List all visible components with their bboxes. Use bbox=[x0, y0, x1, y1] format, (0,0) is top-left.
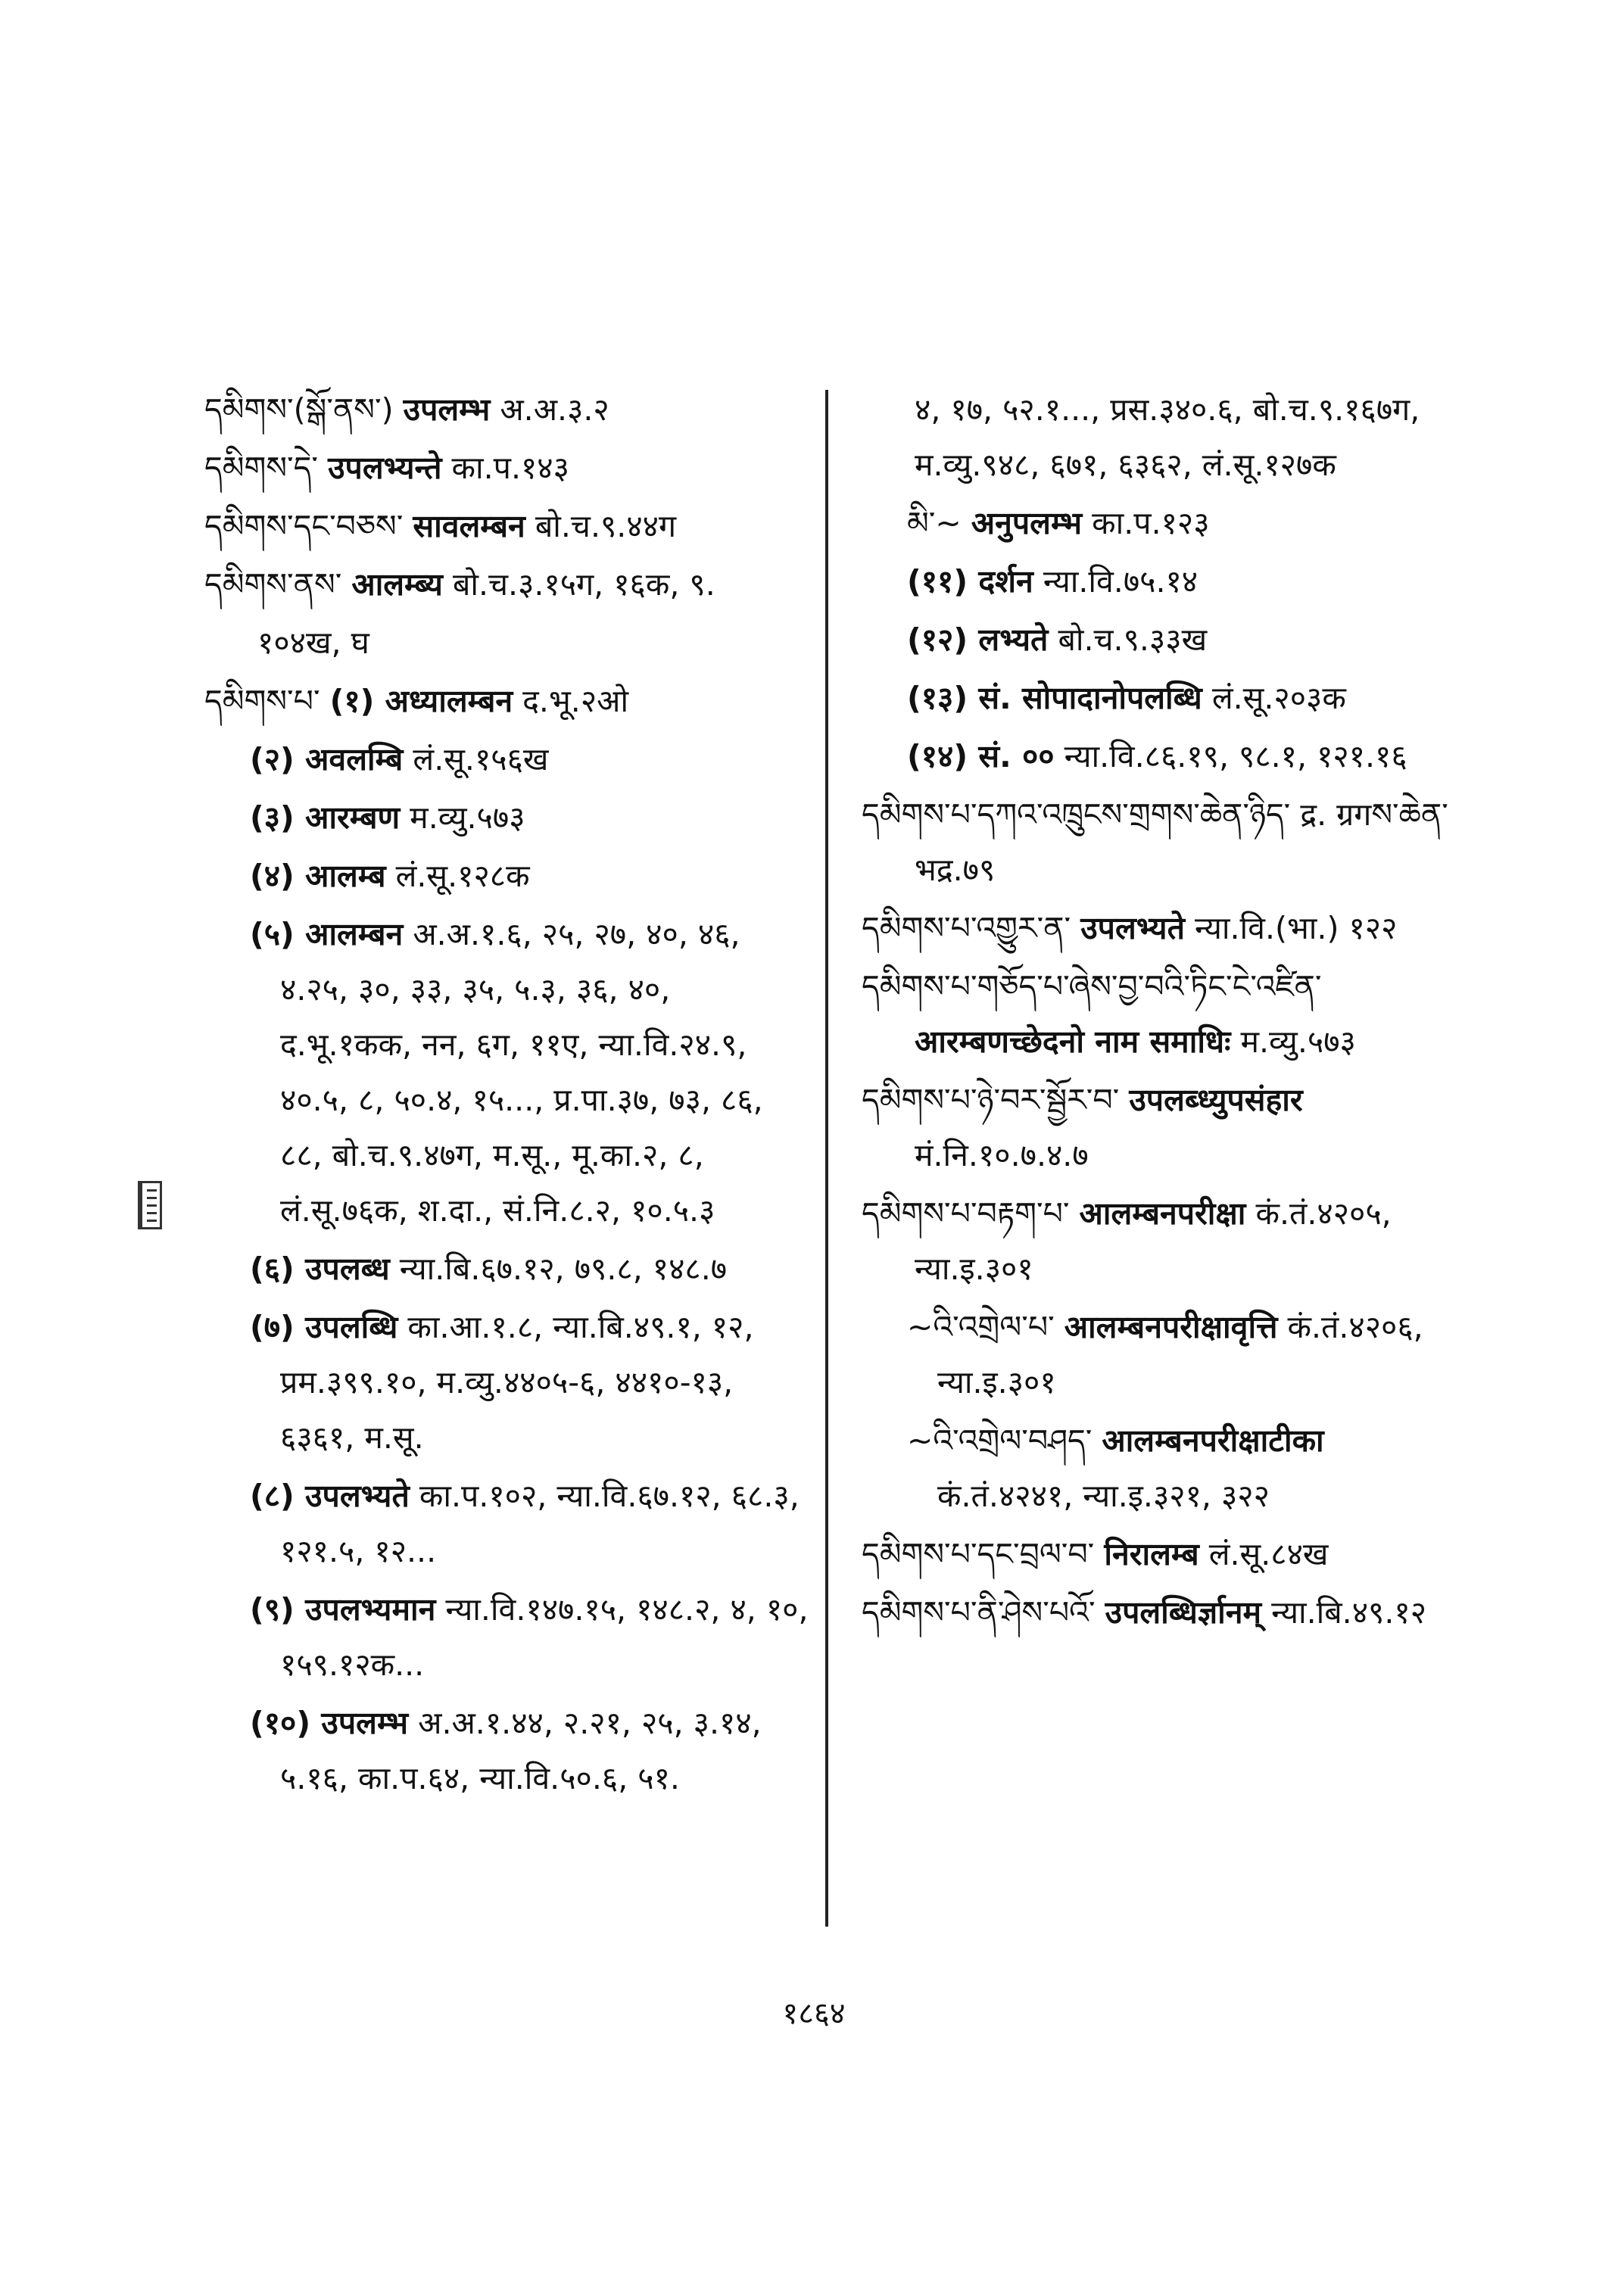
entry bbox=[862, 959, 1467, 1070]
reference: न्या.वि.७५.१४ bbox=[1043, 563, 1199, 600]
tibetan-headword: དམིགས་དེ་ bbox=[204, 450, 319, 486]
reference: म.व्यु.५७३ bbox=[410, 799, 525, 836]
entry bbox=[204, 732, 810, 787]
reference: कं.तं.४२०६, न्या.इ.३०१ bbox=[937, 1309, 1423, 1400]
reference: अ.अ.१.६, २५, २७, ४०, ४६, ४.२५, ३०, ३३, ३५, ५.३, ३६, ४०, द.भू.१कक, नन, ६ग, ११ए, न्या.वि.२४.९, ४०.५, ८, ५०.४, १५..., प्र.पा.३७, ७३, ८६, ८८, बो.च.९.४७ग, म.सू., मू.का.२, ८, लं.सू.७६क, श.दा., सं.नि.८.२, १०.५.३ bbox=[280, 916, 763, 1229]
tibetan-headword: ~འི་འགྲེལ་པ་ bbox=[907, 1309, 1055, 1345]
sanskrit-equivalent: (४) आलम्ब bbox=[250, 858, 386, 894]
reference: लं.सू.८४ख bbox=[1208, 1536, 1329, 1572]
tibetan-headword: དམིགས་ནས་ bbox=[204, 566, 342, 603]
reference: बो.च.९.३३ख bbox=[1058, 622, 1208, 658]
reference: न्या.वि.८६.१९, ९८.१, १२१.१६ bbox=[1064, 738, 1407, 774]
column-divider bbox=[825, 390, 828, 1927]
sanskrit-equivalent: (९) उपलभ्यमान bbox=[250, 1591, 436, 1628]
sanskrit-equivalent: उपलभ्यते bbox=[1080, 910, 1185, 946]
tibetan-headword: དམིགས་པ་ bbox=[204, 683, 320, 719]
reference: का.प.१२३ bbox=[1092, 505, 1210, 541]
entry bbox=[204, 557, 810, 612]
reference: बो.च.३.१५ग, १६क, ९. bbox=[452, 566, 715, 603]
entry bbox=[862, 1300, 1467, 1410]
sanskrit-equivalent: (११) दर्शन bbox=[907, 563, 1033, 600]
entry bbox=[862, 1413, 1467, 1524]
tibetan-headword: ~འི་འགྲེལ་བཤད་ bbox=[907, 1422, 1093, 1459]
reference: मं.नि.१०.७.४.७ bbox=[915, 1137, 1089, 1173]
entry bbox=[204, 790, 810, 846]
sanskrit-equivalent: निरालम्ब bbox=[1104, 1536, 1199, 1572]
tibetan-headword: དམིགས་པ་འགྱུར་ན་ bbox=[862, 910, 1071, 946]
sanskrit-equivalent: सावलम्बन bbox=[413, 508, 525, 544]
sanskrit-equivalent: उपलब्ध्युपसंहार bbox=[1129, 1082, 1303, 1118]
sanskrit-equivalent: आलम्बनपरीक्षा bbox=[1079, 1195, 1246, 1232]
reference: द्र. ग्रगས་ཆེན་ भद्र.७९ bbox=[915, 796, 1448, 888]
entry bbox=[862, 382, 1467, 493]
entry bbox=[204, 499, 810, 554]
reference: न्या.बि.४९.१२ bbox=[1271, 1594, 1427, 1631]
reference: बो.च.९.४४ग bbox=[535, 508, 677, 544]
right-column bbox=[862, 382, 1467, 1643]
reference: ४, १७, ५२.१..., प्रस.३४०.६, बो.च.९.१६७ग, म.व्यु.९४८, ६७१, ६३६२, लं.सू.१२७क bbox=[915, 391, 1420, 483]
reference: कं.तं.४२४१, न्या.इ.३२१, ३२२ bbox=[937, 1478, 1270, 1514]
reference: कं.तं.४२०५, न्या.इ.३०१ bbox=[915, 1195, 1392, 1287]
reference: न्या.बि.६७.१२, ७९.८, १४८.७ bbox=[399, 1251, 728, 1287]
left-column bbox=[204, 382, 810, 1809]
entry bbox=[862, 496, 1467, 551]
entry bbox=[204, 382, 810, 438]
sanskrit-equivalent: (२) अवलम्बि bbox=[250, 741, 404, 777]
tibetan-headword: དམིགས་པ་དང་བྲལ་བ་ bbox=[862, 1536, 1095, 1572]
entry bbox=[862, 1073, 1467, 1183]
entry bbox=[204, 441, 810, 496]
sanskrit-equivalent: (५) आलम्बन bbox=[250, 916, 404, 952]
reference: अ.अ.३.२ bbox=[500, 391, 609, 428]
sanskrit-equivalent: आलम्बनपरीक्षावृत्ति bbox=[1064, 1309, 1278, 1345]
reference: लं.सू.२०३क bbox=[1211, 680, 1346, 716]
sanskrit-equivalent: (१०) उपलम्भ bbox=[250, 1705, 409, 1741]
tibetan-headword: དམིགས་པ་གཅོད་པ་ཞེས་བྱ་བའི་ཏིང་ངེ་འཛིན་ bbox=[862, 968, 1322, 1005]
reference: लं.सू.१२८क bbox=[395, 858, 530, 894]
sanskrit-equivalent: (१३) सं. सोपादानोपलब्धि bbox=[907, 680, 1202, 716]
entry bbox=[204, 907, 810, 1238]
tibetan-headword: དམིགས་པ་དཀའ་འཁྲུངས་གྲགས་ཆེན་ཉིད་ bbox=[862, 796, 1291, 833]
entry bbox=[862, 1186, 1467, 1297]
entry bbox=[862, 901, 1467, 956]
entry bbox=[862, 729, 1467, 784]
sanskrit-equivalent: (३) आरम्बण bbox=[250, 799, 401, 836]
entry bbox=[204, 1582, 810, 1693]
entry bbox=[204, 1469, 810, 1579]
reference: म.व्यु.५७३ bbox=[1240, 1023, 1356, 1060]
entry bbox=[204, 1696, 810, 1806]
entry bbox=[862, 1585, 1467, 1640]
sanskrit-equivalent: अनुपलम्भ bbox=[971, 505, 1083, 541]
sanskrit-equivalent: (८) उपलभ्यते bbox=[250, 1478, 410, 1514]
entry bbox=[204, 849, 810, 904]
entry bbox=[204, 1242, 810, 1297]
tibetan-headword: དམིགས་པ་ནི་ཤེས་པའོ་ bbox=[862, 1594, 1096, 1631]
reference: १०४ख, घ bbox=[257, 625, 369, 661]
reference: का.आ.१.८, न्या.बि.४९.१, १२, प्रम.३९९.१०, म.व्यु.४४०५-६, ४४१०-१३, ६३६१, म.सू. bbox=[280, 1309, 754, 1456]
tibetan-headword: དམིགས་(སྒོ་ནས་) bbox=[204, 391, 394, 428]
entry bbox=[204, 615, 810, 671]
tibetan-headword: མི་~ bbox=[907, 505, 962, 541]
entry bbox=[862, 787, 1467, 898]
sanskrit-equivalent: (६) उपलब्ध bbox=[250, 1251, 390, 1287]
sanskrit-equivalent: आरम्बणच्छेदनो नाम समाधिः bbox=[915, 1023, 1231, 1060]
entry bbox=[862, 1527, 1467, 1582]
sanskrit-equivalent: उपलभ्यन्ते bbox=[328, 450, 442, 486]
reference: का.प.१०२, न्या.वि.६७.१२, ६८.३, १२१.५, १२... bbox=[280, 1478, 800, 1569]
entry bbox=[862, 612, 1467, 668]
sanskrit-equivalent: (१) अध्यालम्बन bbox=[329, 683, 513, 719]
sanskrit-equivalent: उपलब्धिर्ज्ञानम् bbox=[1105, 1594, 1262, 1631]
tibetan-headword: དམིགས་པ་ཉེ་བར་སྦྱོར་བ་ bbox=[862, 1082, 1120, 1118]
tibetan-headword: དམིགས་པ་བརྟག་པ་ bbox=[862, 1195, 1070, 1232]
margin-mark-icon bbox=[138, 1181, 162, 1229]
entry bbox=[204, 674, 810, 729]
reference: न्या.वि.१४७.१५, १४८.२, ४, १०, १५९.१२क... bbox=[280, 1591, 809, 1683]
reference: न्या.वि.(भा.) १२२ bbox=[1195, 910, 1398, 946]
reference: अ.अ.१.४४, २.२१, २५, ३.१४, ५.१६, का.प.६४, न्या.वि.५०.६, ५१. bbox=[280, 1705, 762, 1796]
entry bbox=[204, 1300, 810, 1466]
sanskrit-equivalent: उपलम्भ bbox=[403, 391, 491, 428]
entry bbox=[862, 554, 1467, 609]
sanskrit-equivalent: (१२) लभ्यते bbox=[907, 622, 1049, 658]
reference: का.प.१४३ bbox=[451, 450, 569, 486]
sanskrit-equivalent: (१४) सं. ०० bbox=[907, 738, 1055, 774]
reference: लं.सू.१५६ख bbox=[413, 741, 549, 777]
sanskrit-equivalent: आलम्ब्य bbox=[351, 566, 443, 603]
reference: द.भू.२ओ bbox=[522, 683, 629, 719]
entry bbox=[862, 671, 1467, 726]
sanskrit-equivalent: (७) उपलब्धि bbox=[250, 1309, 398, 1345]
page-number: १८६४ bbox=[782, 1996, 846, 2031]
sanskrit-equivalent: आलम्बनपरीक्षाटीका bbox=[1102, 1422, 1324, 1459]
tibetan-headword: དམིགས་དང་བཅས་ bbox=[204, 508, 404, 544]
